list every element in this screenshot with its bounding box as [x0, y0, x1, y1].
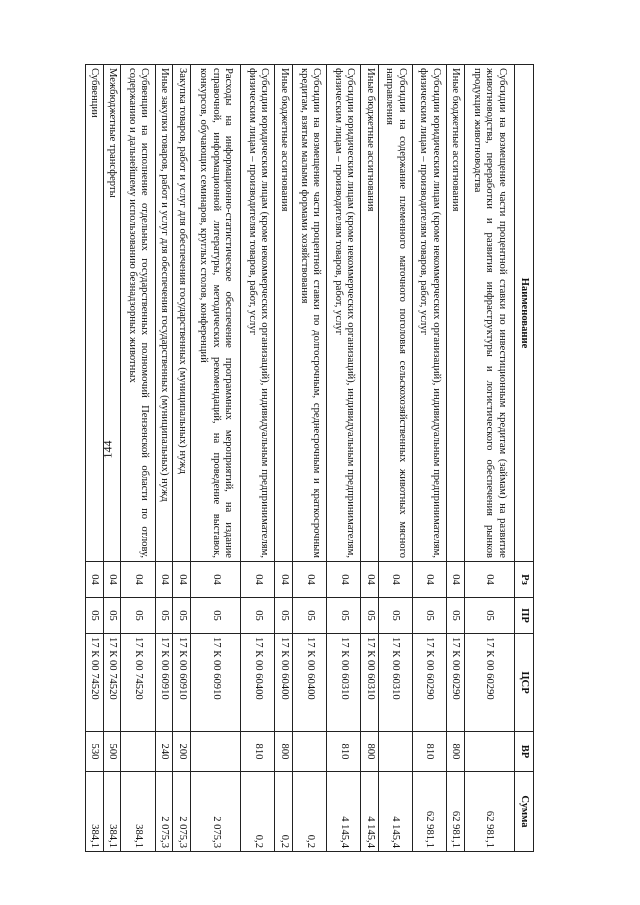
cell-sum: 4 145,4 — [378, 772, 412, 852]
rotated-page — [85, 64, 534, 851]
cell-rz: 04 — [464, 562, 514, 598]
cell-pr: 05 — [190, 598, 240, 634]
cell-csr: 17 К 00 74520 — [121, 634, 155, 732]
cell-name: Субсидии юридическим лицам (кроме некоммерческих организаций), индивидуальным предпринимателям, физическим лицам – производителям товаров, работ, услуг — [327, 65, 361, 562]
cell-pr: 05 — [446, 598, 464, 634]
table-row — [121, 65, 155, 852]
cell-name: Субсидии на содержание племенного маточного поголовья сельскохозяйственных животных мясного направления — [378, 65, 412, 562]
cell-vr: 240 — [155, 732, 173, 772]
table-row — [464, 65, 514, 852]
cell-name: Межбюджетные трансферты — [103, 65, 121, 562]
table-row — [293, 65, 327, 852]
cell-rz: 04 — [241, 562, 275, 598]
cell-sum: 2 075,3 — [190, 772, 240, 852]
cell-name: Расходы на информационно-статистическое обеспечение программных мероприятий, на издание справочной, информационной литературы, методических рекомендаций, на проведение выставок, конкурсов, обучающих семинаров, круглых столов, конференций — [190, 65, 240, 562]
cell-name: Субсидии юридическим лицам (кроме некоммерческих организаций), индивидуальным предпринимателям, физическим лицам – производителям товаров, работ, услуг — [412, 65, 446, 562]
cell-rz: 04 — [173, 562, 191, 598]
cell-vr: 800 — [275, 732, 293, 772]
cell-csr: 17 К 00 60910 — [173, 634, 191, 732]
cell-vr: 810 — [327, 732, 361, 772]
cell-csr: 17 К 00 60310 — [378, 634, 412, 732]
cell-sum: 2 075,3 — [155, 772, 173, 852]
table-header-row — [515, 65, 534, 852]
cell-sum: 62 981,1 — [412, 772, 446, 852]
cell-rz: 04 — [446, 562, 464, 598]
table-row — [86, 65, 104, 852]
header-sum: Сумма — [515, 772, 534, 852]
header-name: Наименование — [515, 65, 534, 562]
cell-csr: 17 К 00 74520 — [86, 634, 104, 732]
cell-csr: 17 К 00 60910 — [190, 634, 240, 732]
cell-csr: 17 К 00 60310 — [361, 634, 379, 732]
cell-pr: 05 — [103, 598, 121, 634]
table-row — [327, 65, 361, 852]
cell-name: Субвенции на исполнение отдельных государственных полномочий Пензенской области по отлову, содержанию и дальнейшему использованию безнадзорных животных — [121, 65, 155, 562]
header-rz: Рз — [515, 562, 534, 598]
cell-rz: 04 — [190, 562, 240, 598]
cell-name: Субвенции — [86, 65, 104, 562]
cell-pr: 05 — [293, 598, 327, 634]
table-row — [446, 65, 464, 852]
cell-vr — [293, 732, 327, 772]
cell-csr: 17 К 00 60400 — [241, 634, 275, 732]
cell-pr: 05 — [412, 598, 446, 634]
cell-sum: 62 981,1 — [464, 772, 514, 852]
cell-sum: 0,2 — [275, 772, 293, 852]
cell-name: Иные закупки товаров, работ и услуг для обеспечения государственных (муниципальных) нужд — [155, 65, 173, 562]
cell-vr: 810 — [412, 732, 446, 772]
cell-csr: 17 К 00 60310 — [327, 634, 361, 732]
cell-vr — [378, 732, 412, 772]
cell-name: Иные бюджетные ассигнования — [361, 65, 379, 562]
cell-pr: 05 — [86, 598, 104, 634]
cell-pr: 05 — [241, 598, 275, 634]
table-row — [173, 65, 191, 852]
cell-vr: 800 — [446, 732, 464, 772]
cell-rz: 04 — [275, 562, 293, 598]
cell-rz: 04 — [121, 562, 155, 598]
cell-sum: 0,2 — [241, 772, 275, 852]
cell-sum: 62 981,1 — [446, 772, 464, 852]
budget-table — [85, 64, 534, 852]
cell-name: Субсидии на возмещение части процентной ставки по долгосрочным, среднесрочным и краткосрочным кредитам, взятым малыми формами хозяйствования — [293, 65, 327, 562]
header-csr: ЦСР — [515, 634, 534, 732]
cell-sum: 2 075,3 — [173, 772, 191, 852]
cell-rz: 04 — [103, 562, 121, 598]
cell-rz: 04 — [361, 562, 379, 598]
cell-vr: 530 — [86, 732, 104, 772]
cell-sum: 384,1 — [86, 772, 104, 852]
cell-pr: 05 — [327, 598, 361, 634]
cell-rz: 04 — [378, 562, 412, 598]
table-row — [361, 65, 379, 852]
cell-vr: 800 — [361, 732, 379, 772]
cell-vr — [121, 732, 155, 772]
table-row — [155, 65, 173, 852]
cell-name: Иные бюджетные ассигнования — [275, 65, 293, 562]
table-row — [378, 65, 412, 852]
cell-vr: 810 — [241, 732, 275, 772]
table-row — [103, 65, 121, 852]
cell-csr: 17 К 00 60910 — [155, 634, 173, 732]
cell-vr — [190, 732, 240, 772]
cell-csr: 17 К 00 60400 — [275, 634, 293, 732]
cell-csr: 17 К 00 60290 — [412, 634, 446, 732]
cell-sum: 4 145,4 — [327, 772, 361, 852]
cell-sum: 384,1 — [103, 772, 121, 852]
table-row — [190, 65, 240, 852]
page-number: 144 — [100, 440, 115, 459]
cell-csr: 17 К 00 74520 — [103, 634, 121, 732]
cell-vr: 500 — [103, 732, 121, 772]
cell-rz: 04 — [327, 562, 361, 598]
cell-pr: 05 — [275, 598, 293, 634]
cell-sum: 0,2 — [293, 772, 327, 852]
cell-rz: 04 — [86, 562, 104, 598]
cell-name: Иные бюджетные ассигнования — [446, 65, 464, 562]
cell-pr: 05 — [378, 598, 412, 634]
cell-pr: 05 — [121, 598, 155, 634]
cell-sum: 4 145,4 — [361, 772, 379, 852]
cell-rz: 04 — [293, 562, 327, 598]
cell-sum: 384,1 — [121, 772, 155, 852]
cell-name: Субсидии юридическим лицам (кроме некоммерческих организаций), индивидуальным предпринимателям, физическим лицам – производителям товаров, работ, услуг — [241, 65, 275, 562]
cell-name: Закупка товаров, работ и услуг для обеспечения государственных (муниципальных) нужд — [173, 65, 191, 562]
cell-pr: 05 — [361, 598, 379, 634]
cell-pr: 05 — [155, 598, 173, 634]
cell-name: Субсидии на возмещение части процентной ставки по инвестиционным кредитам (займам) на развитие животноводства, переработки и развития инфраструктуры и логистического обеспечения рынков продукции животноводства — [464, 65, 514, 562]
cell-rz: 04 — [412, 562, 446, 598]
cell-csr: 17 К 00 60290 — [464, 634, 514, 732]
cell-csr: 17 К 00 60290 — [446, 634, 464, 732]
cell-pr: 05 — [173, 598, 191, 634]
header-vr: ВР — [515, 732, 534, 772]
table-row — [275, 65, 293, 852]
cell-vr: 200 — [173, 732, 191, 772]
table-row — [412, 65, 446, 852]
cell-vr — [464, 732, 514, 772]
cell-pr: 05 — [464, 598, 514, 634]
table-row — [241, 65, 275, 852]
cell-csr: 17 К 00 60400 — [293, 634, 327, 732]
cell-rz: 04 — [155, 562, 173, 598]
header-pr: ПР — [515, 598, 534, 634]
